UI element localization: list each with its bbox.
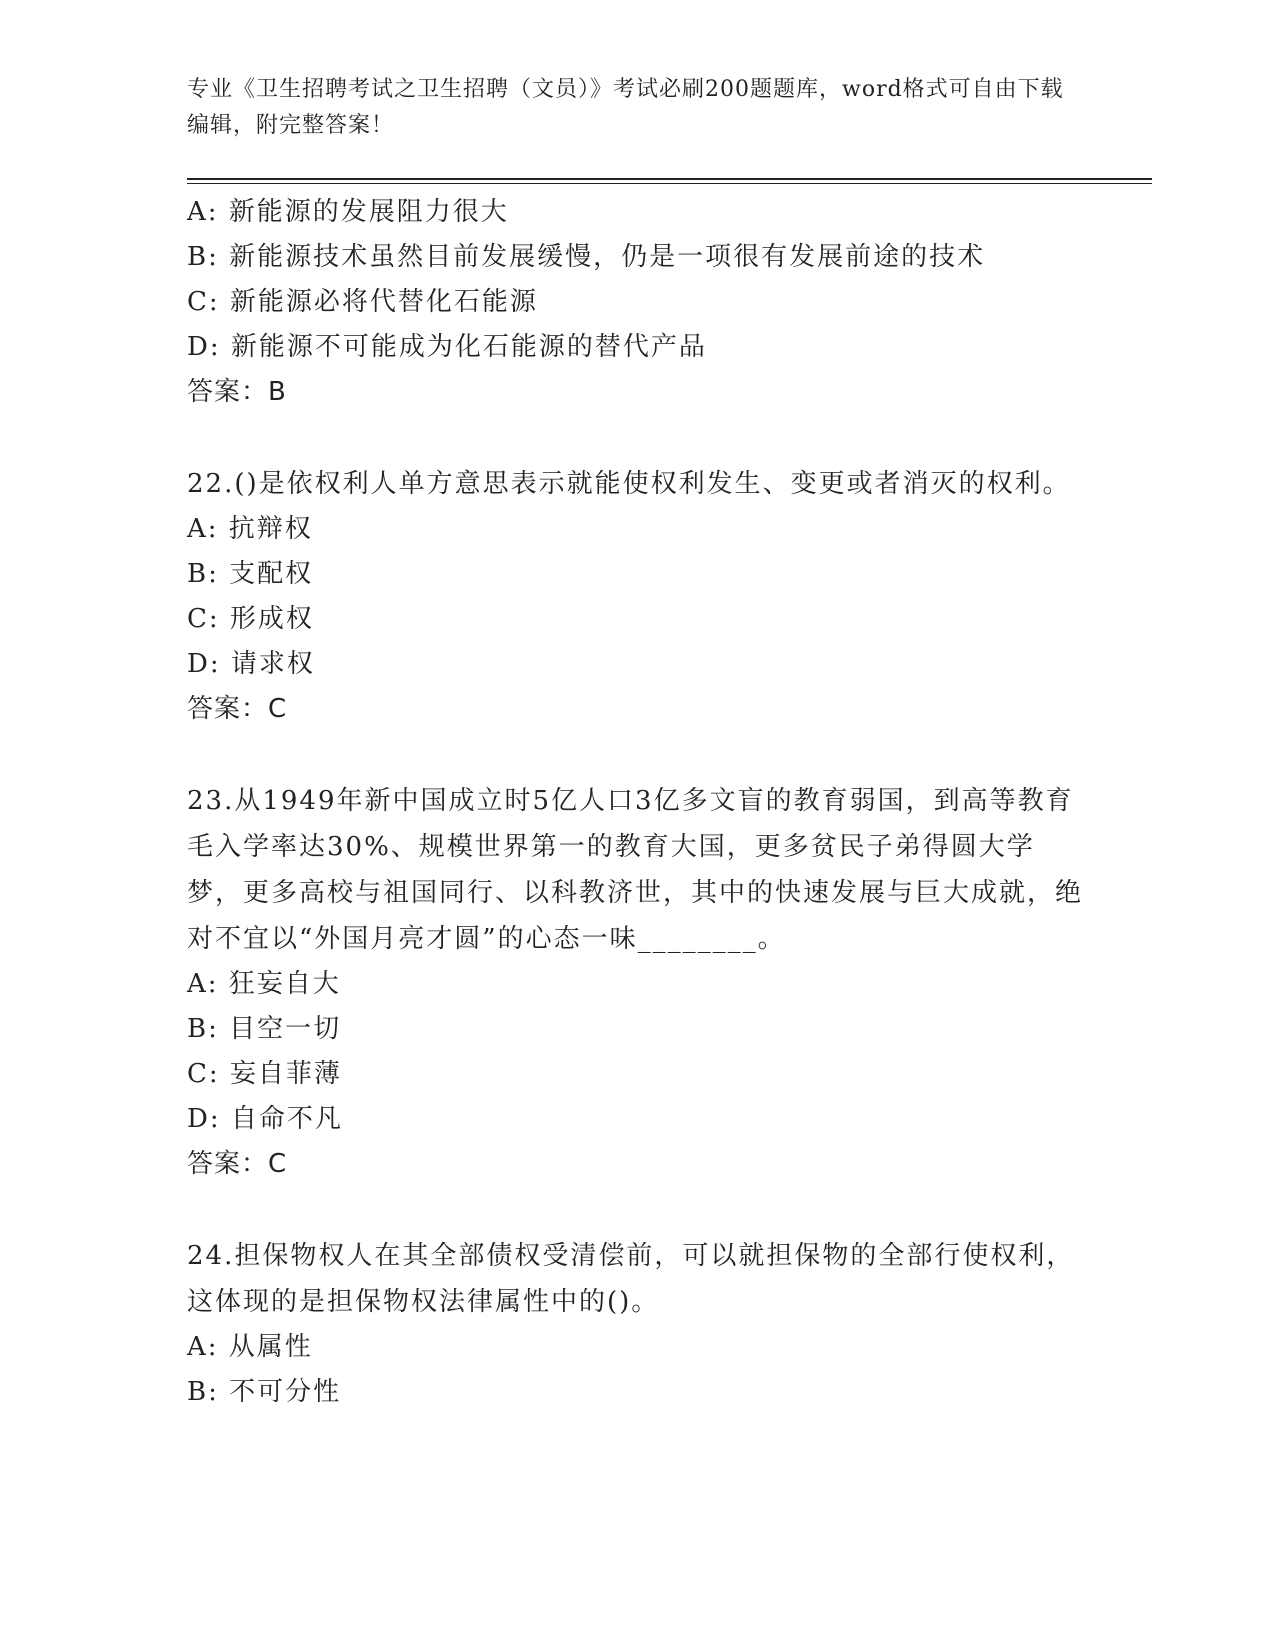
answer: 答案：B	[187, 377, 287, 407]
option-b: B: 新能源技术虽然目前发展缓慢，仍是一项很有发展前途的技术	[187, 242, 986, 272]
question-23	[187, 778, 1087, 1187]
option-b: B: 支配权	[187, 559, 314, 589]
option-a: A: 新能源的发展阻力很大	[187, 197, 509, 227]
option-a: A: 狂妄自大	[187, 969, 341, 999]
question-text: 24.担保物权人在其全部债权受清偿前，可以就担保物的全部行使权利，这体现的是担保物权法律属性中的()。	[187, 1241, 1075, 1317]
option-c: C: 妄自菲薄	[187, 1059, 342, 1089]
option-c: C: 形成权	[187, 604, 314, 634]
option-c: C: 新能源必将代替化石能源	[187, 287, 538, 317]
option-a: A: 抗辩权	[187, 514, 313, 544]
question-24	[187, 1233, 1087, 1415]
document-header: 专业《卫生招聘考试之卫生招聘（文员）》考试必刷200题题库，word格式可自由下载编辑，附完整答案！	[187, 77, 1064, 138]
answer: 答案：C	[187, 1149, 288, 1179]
previous-question-tail	[187, 190, 1087, 415]
option-a: A: 从属性	[187, 1332, 313, 1362]
option-d: D: 请求权	[187, 649, 315, 679]
option-d: D: 自命不凡	[187, 1104, 343, 1134]
header-divider-thin	[187, 183, 1152, 184]
question-text: 22.()是依权利人单方意思表示就能使权利发生、变更或者消灭的权利。	[187, 469, 1071, 499]
answer: 答案：C	[187, 694, 288, 724]
question-text: 23.从1949年新中国成立时5亿人口3亿多文盲的教育弱国，到高等教育毛入学率达30%、规模世界第一的教育大国，更多贫民子弟得圆大学梦，更多高校与祖国同行、以科教济世，其中的快速发展与巨大成就，绝对不宜以“外国月亮才圆”的心态一味________。	[187, 786, 1084, 954]
option-d: D: 新能源不可能成为化石能源的替代产品	[187, 332, 707, 362]
option-b: B: 目空一切	[187, 1014, 342, 1044]
header-divider	[187, 178, 1152, 180]
option-b: B: 不可分性	[187, 1377, 342, 1407]
question-22	[187, 461, 1087, 732]
document-body	[187, 190, 1087, 1415]
